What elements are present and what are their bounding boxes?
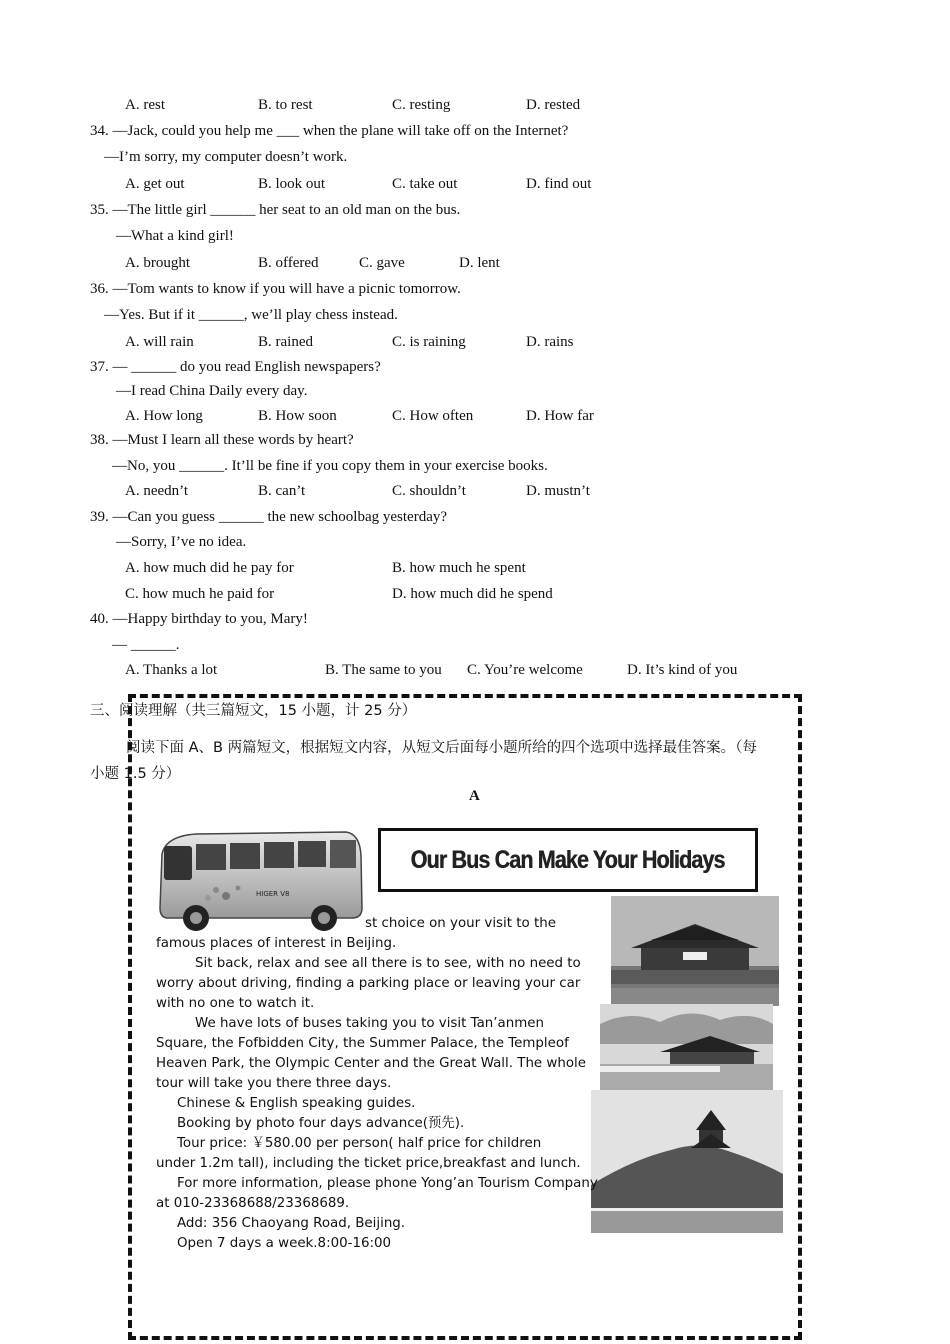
ad-text-line: under 1.2m tall), including the ticket price,breakfast and lunch.	[156, 1156, 581, 1171]
ad-text-line: famous places of interest in Beijing.	[156, 936, 397, 951]
ad-text-line: Add: 356 Chaoyang Road, Beijing.	[177, 1216, 406, 1231]
q38-option-d: D. mustn’t	[526, 483, 590, 499]
q37-option-a: A. How long	[125, 408, 203, 424]
q36-stem: 36. —Tom wants to know if you will have a picnic tomorrow.	[90, 281, 461, 297]
q33-option-c: C. resting	[392, 97, 451, 113]
q39-option-b: B. how much he spent	[392, 560, 526, 576]
q36-reply: —Yes. But if it ______, we’ll play chess instead.	[104, 307, 398, 323]
bus-image	[156, 826, 364, 936]
q36-option-a: A. will rain	[125, 334, 194, 350]
ad-text-line: We have lots of buses taking you to visit Tan’anmen	[195, 1016, 545, 1031]
q34-reply: —I’m sorry, my computer doesn’t work.	[104, 149, 348, 165]
q39-stem: 39. —Can you guess ______ the new schoolbag yesterday?	[90, 509, 448, 525]
q37-stem: 37. — ______ do you read English newspapers?	[90, 359, 381, 375]
q40-option-d: D. It’s kind of you	[627, 662, 738, 678]
ad-text-line: Square, the Fofbidden City, the Summer Palace, the Templeof	[156, 1036, 569, 1051]
section-heading: 三、阅读理解（共三篇短文，15 小题，计 25 分）	[90, 703, 417, 719]
ad-title: Our Bus Can Make Your Holidays	[411, 845, 725, 874]
ad-text-line: Tour price: ￥580.00 per person( half price for children	[177, 1136, 542, 1151]
q35-reply: —What a kind girl!	[116, 228, 234, 244]
q37-option-b: B. How soon	[258, 408, 337, 424]
tiananmen-photo	[611, 896, 779, 1006]
q34-option-d: D. find out	[526, 176, 592, 192]
q34-stem: 34. —Jack, could you help me ___ when the plane will take off on the Internet?	[90, 123, 569, 139]
section-instruction-line1: 阅读下面 A、B 两篇短文，根据短文内容，从短文后面每小题所给的四个选项中选择最佳答案。（每	[126, 740, 757, 756]
q39-reply: —Sorry, I’ve no idea.	[116, 534, 247, 550]
q38-option-a: A. needn’t	[125, 483, 189, 499]
q39-option-c: C. how much he paid for	[125, 586, 275, 602]
q33-option-d: D. rested	[526, 97, 581, 113]
q35-stem: 35. —The little girl ______ her seat to an old man on the bus.	[90, 202, 461, 218]
q40-reply: — ______.	[112, 637, 180, 653]
ad-text-line: tour will take you there three days.	[156, 1076, 392, 1091]
q35-option-d: D. lent	[459, 255, 500, 271]
q36-option-d: D. rains	[526, 334, 574, 350]
section-instruction-line2: 小题 1.5 分）	[90, 766, 181, 782]
q35-option-a: A. brought	[125, 255, 190, 271]
q37-option-d: D. How far	[526, 408, 594, 424]
q36-option-c: C. is raining	[392, 334, 466, 350]
q36-option-b: B. rained	[258, 334, 313, 350]
q33-option-b: B. to rest	[258, 97, 313, 113]
ad-title-box	[378, 828, 758, 892]
q40-option-a: A. Thanks a lot	[125, 662, 218, 678]
ad-text-line: worry about driving, finding a parking place or leaving your car	[156, 976, 581, 991]
bus-logo: HIGER V8	[256, 890, 290, 898]
q40-option-c: C. You’re welcome	[467, 662, 583, 678]
ad-text-line: Open 7 days a week.8:00-16:00	[177, 1236, 392, 1251]
q34-option-b: B. look out	[258, 176, 326, 192]
q38-reply: —No, you ______. It’ll be fine if you copy them in your exercise books.	[112, 458, 548, 474]
q34-option-a: A. get out	[125, 176, 185, 192]
q34-option-c: C. take out	[392, 176, 458, 192]
q38-option-b: B. can’t	[258, 483, 306, 499]
q38-option-c: C. shouldn’t	[392, 483, 466, 499]
ad-text-line: Sit back, relax and see all there is to see, with no need to	[195, 956, 581, 971]
summer-palace-photo	[591, 1090, 783, 1233]
ad-text-line: at 010-23368688/23368689.	[156, 1196, 350, 1211]
passage-label: A	[469, 788, 480, 804]
ad-text-line: For more information, please phone Yong’an Tourism Company	[177, 1176, 598, 1191]
ad-text-line: st choice on your visit to the	[365, 916, 556, 931]
q37-reply: —I read China Daily every day.	[116, 383, 308, 399]
ad-text-line: Chinese & English speaking guides.	[177, 1096, 416, 1111]
ad-text-line: with no one to watch it.	[156, 996, 315, 1011]
ad-text-line: Booking by photo four days advance(预先).	[177, 1116, 465, 1131]
q40-option-b: B. The same to you	[325, 662, 442, 678]
q35-option-c: C. gave	[359, 255, 405, 271]
q33-option-a: A. rest	[125, 97, 165, 113]
q37-option-c: C. How often	[392, 408, 474, 424]
q39-option-d: D. how much did he spend	[392, 586, 553, 602]
q39-option-a: A. how much did he pay for	[125, 560, 294, 576]
q38-stem: 38. —Must I learn all these words by heart?	[90, 432, 354, 448]
forbidden-city-photo	[600, 1004, 773, 1090]
q35-option-b: B. offered	[258, 255, 319, 271]
q40-stem: 40. —Happy birthday to you, Mary!	[90, 611, 308, 627]
ad-text-line: Heaven Park, the Olympic Center and the Great Wall. The whole	[156, 1056, 587, 1071]
